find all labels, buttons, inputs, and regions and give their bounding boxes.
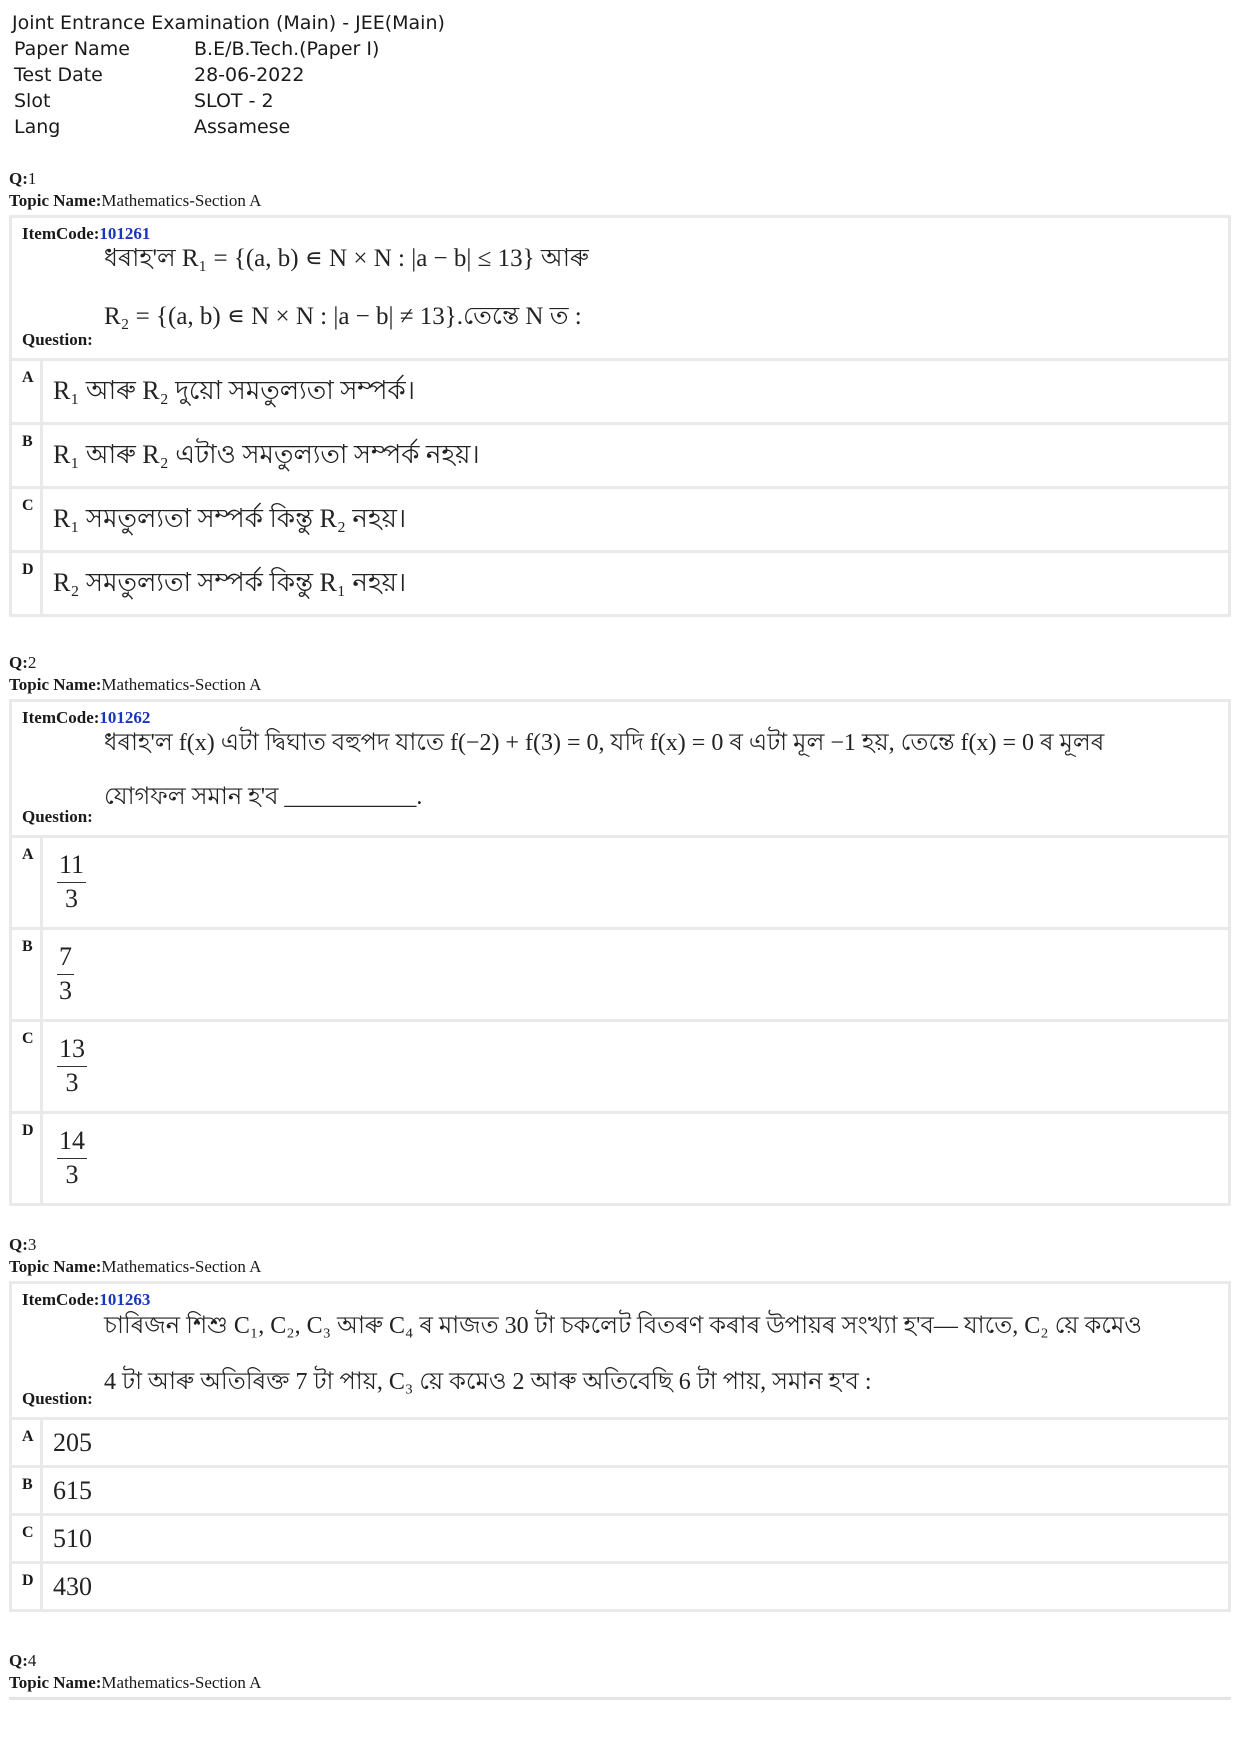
- fraction: $\frac{7}{3}$: [59, 942, 72, 1005]
- fraction: $\frac{11}{3}$: [59, 850, 85, 913]
- option-a[interactable]: [12, 838, 1228, 927]
- item-code: ItemCode:101261: [22, 224, 151, 243]
- question-label: Question:: [22, 330, 93, 349]
- question-line: ধৰাহ'ল f(x) এটা দ্বিঘাত বহুপদ যাতে f(−2) + f(3) = 0, যদি f(x) = 0 ৰ এটা মূল −1 হয়, তেন্তে f(x) = 0 ৰ মূলৰ: [104, 730, 1105, 756]
- question-number: Q:1: [9, 169, 37, 188]
- question-line: যোগফল সমান হ'ব ___________.: [104, 784, 423, 810]
- fraction: $\frac{14}{3}$: [59, 1126, 85, 1189]
- option-text: [43, 838, 1228, 927]
- option-text: [43, 930, 1228, 1019]
- option-a[interactable]: [12, 361, 1228, 422]
- option-d[interactable]: [12, 1114, 1228, 1203]
- option-b[interactable]: [12, 1468, 1228, 1513]
- question-box: [12, 702, 1228, 835]
- option-d[interactable]: [12, 1564, 1228, 1609]
- option-text: [43, 1022, 1228, 1111]
- question-number: Q:4: [9, 1651, 37, 1670]
- option-a[interactable]: [12, 1420, 1228, 1465]
- exam-meta: [14, 36, 445, 140]
- option-key: A: [12, 1420, 40, 1465]
- option-b[interactable]: [12, 930, 1228, 1019]
- option-key: D: [12, 1564, 40, 1609]
- question-line: 4 টা আৰু অতিৰিক্ত 7 টা পায়, C₃ য়ে কমেও 2 আৰু অতিবেছি 6 টা পায়, সমান হ'ব :: [104, 1369, 872, 1395]
- question-text: [104, 1298, 1220, 1410]
- option-key: B: [12, 1468, 40, 1513]
- meta-value: 28-06-2022: [194, 64, 305, 86]
- item-code: ItemCode:101262: [22, 708, 151, 727]
- option-key: B: [12, 425, 40, 486]
- option-key: D: [12, 1114, 40, 1203]
- option-text: 205: [43, 1420, 1228, 1465]
- item-code: ItemCode:101263: [22, 1290, 151, 1309]
- question-line: চাৰিজন শিশু C₁, C₂, C₃ আৰু C₄ ৰ মাজত 30 টা চকলেট বিতৰণ কৰাৰ উপায়ৰ সংখ্যা হ'ব— যাতে, C₂ য়ে কমেও: [104, 1313, 1142, 1339]
- question-text: [104, 230, 1220, 346]
- topic-name: Topic Name:Mathematics-Section A: [9, 191, 262, 210]
- meta-value: SLOT - 2: [194, 90, 274, 112]
- option-c[interactable]: [12, 1022, 1228, 1111]
- card-top-edge: [9, 1697, 1231, 1700]
- meta-row-lang: [14, 114, 445, 140]
- option-text: 615: [43, 1468, 1228, 1513]
- question-label: Question:: [22, 807, 93, 826]
- option-key: C: [12, 1022, 40, 1111]
- option-key: B: [12, 930, 40, 1019]
- question-line: R₂ = {(a, b) ∊ N × N : |a − b| ≠ 13}.তেন্তে N ত :: [104, 303, 582, 330]
- question-number: Q:2: [9, 653, 37, 672]
- option-c[interactable]: [12, 1516, 1228, 1561]
- option-key: A: [12, 838, 40, 927]
- meta-row-test-date: [14, 62, 445, 88]
- question-block-1: [9, 168, 1231, 617]
- question-block-2: [9, 652, 1231, 1206]
- question-card: [9, 215, 1231, 617]
- question-label: Question:: [22, 1389, 93, 1408]
- question-box: [12, 218, 1228, 358]
- option-text: R₁ আৰু R₂ এটাও সমতুল্যতা সম্পৰ্ক নহয়।: [43, 425, 1228, 486]
- question-number: Q:3: [9, 1235, 37, 1254]
- meta-key: Paper Name: [14, 38, 130, 60]
- exam-header: [12, 10, 445, 140]
- question-card: [9, 1281, 1231, 1612]
- question-block-3: [9, 1234, 1231, 1612]
- question-text: [104, 716, 1220, 824]
- topic-name: Topic Name:Mathematics-Section A: [9, 1257, 262, 1276]
- fraction: $\frac{13}{3}$: [59, 1034, 85, 1097]
- topic-name: Topic Name:Mathematics-Section A: [9, 1673, 262, 1692]
- option-text: R₁ সমতুল্যতা সম্পৰ্ক কিন্তু R₂ নহয়।: [43, 489, 1228, 550]
- question-block-4: [9, 1650, 1231, 1694]
- meta-row-slot: [14, 88, 445, 114]
- meta-key: Lang: [14, 116, 61, 138]
- exam-title: Joint Entrance Examination (Main) - JEE(Main): [12, 12, 445, 34]
- meta-value: B.E/B.Tech.(Paper I): [194, 38, 380, 60]
- question-line: ধৰাহ'ল R₁ = {(a, b) ∊ N × N : |a − b| ≤ 13} আৰু: [104, 245, 589, 272]
- option-key: C: [12, 1516, 40, 1561]
- meta-key: Test Date: [14, 64, 103, 86]
- option-text: [43, 1114, 1228, 1203]
- topic-name: Topic Name:Mathematics-Section A: [9, 675, 262, 694]
- option-c[interactable]: [12, 489, 1228, 550]
- option-key: D: [12, 553, 40, 614]
- option-text: 510: [43, 1516, 1228, 1561]
- meta-row-paper-name: [14, 36, 445, 62]
- meta-value: Assamese: [194, 116, 291, 138]
- option-key: A: [12, 361, 40, 422]
- option-b[interactable]: [12, 425, 1228, 486]
- question-card: [9, 699, 1231, 1206]
- option-text: R₁ আৰু R₂ দুয়ো সমতুল্যতা সম্পৰ্ক।: [43, 361, 1228, 422]
- question-box: [12, 1284, 1228, 1417]
- option-text: R₂ সমতুল্যতা সম্পৰ্ক কিন্তু R₁ নহয়।: [43, 553, 1228, 614]
- option-key: C: [12, 489, 40, 550]
- option-text: 430: [43, 1564, 1228, 1609]
- meta-key: Slot: [14, 90, 51, 112]
- option-d[interactable]: [12, 553, 1228, 614]
